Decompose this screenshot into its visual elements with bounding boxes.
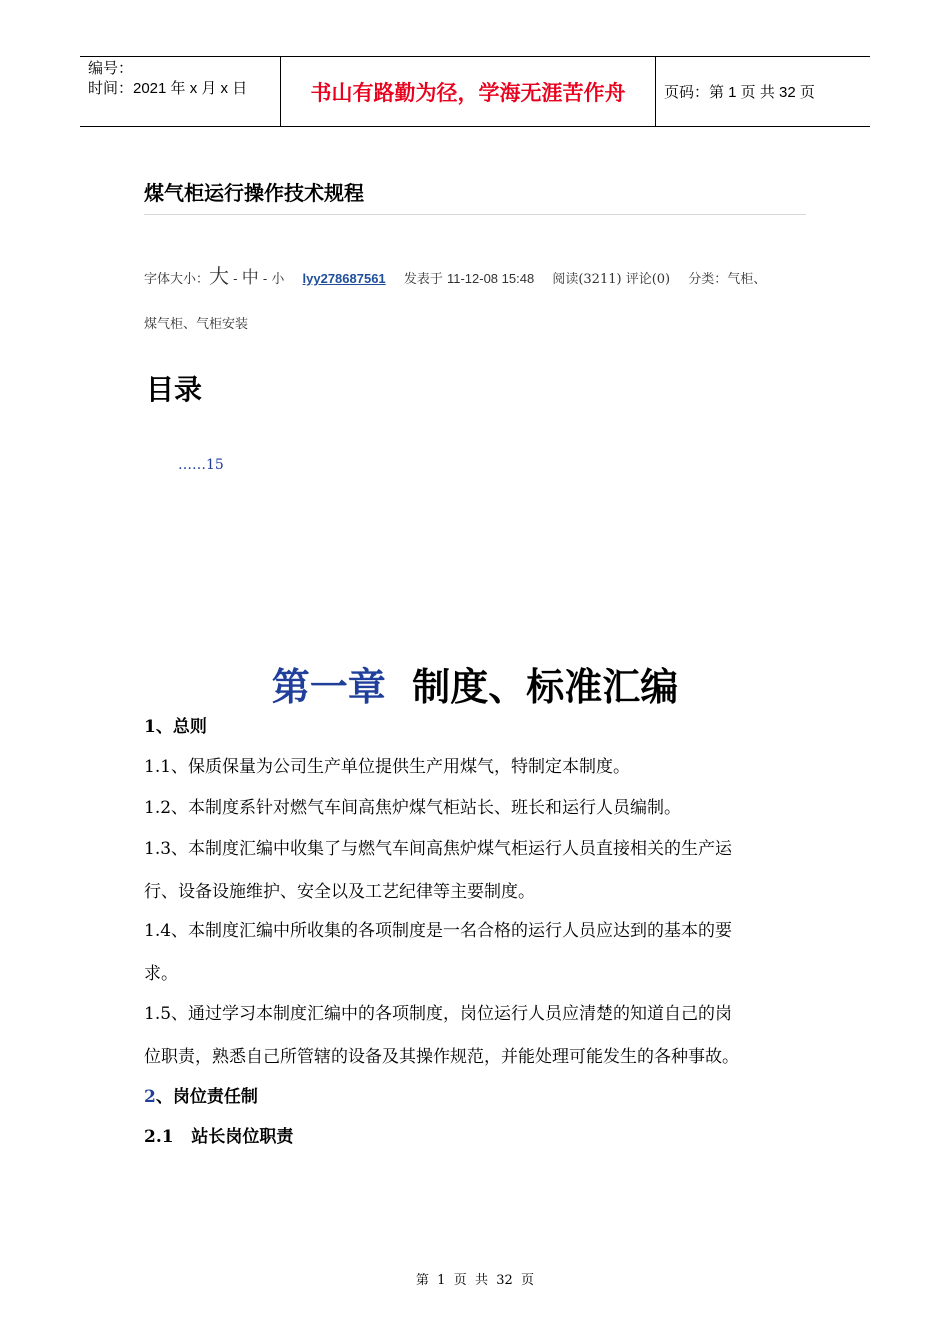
header-number-label: 编号： bbox=[88, 60, 134, 77]
toc-heading: 目录 bbox=[146, 373, 203, 406]
posted-label: 发表于 bbox=[403, 272, 443, 287]
article-meta bbox=[144, 260, 766, 289]
header-motto: 书山有路勤为径，学海无涯苦作舟 bbox=[310, 79, 626, 105]
paragraph: 1.1、保质保量为公司生产单位提供生产用煤气，特制定本制度。 bbox=[144, 757, 631, 777]
page-footer: 第 1 页 共 32 页 bbox=[415, 1273, 535, 1288]
header-time-label: 时间：2021 年 x 月 x 日 bbox=[88, 80, 248, 97]
header-page-info: 页码：第 1 页 共 32 页 bbox=[664, 84, 815, 101]
category-list[interactable]: 煤气柜、气柜安装 bbox=[144, 317, 249, 332]
comment-count[interactable]: 评论(0) bbox=[625, 272, 671, 287]
section-title: 、岗位责任制 bbox=[155, 1087, 258, 1107]
subsection-heading: 2.1 站长岗位职责 bbox=[144, 1127, 294, 1147]
paragraph: 行、设备设施维护、安全以及工艺纪律等主要制度。 bbox=[144, 882, 535, 902]
posted-time: 11-12-08 15:48 bbox=[446, 271, 535, 286]
meta-separator: - bbox=[258, 272, 272, 287]
font-size-small-link[interactable]: 小 bbox=[271, 272, 285, 287]
section-heading bbox=[144, 1082, 258, 1107]
paragraph: 位职责，熟悉自己所管辖的设备及其操作规范，并能处理可能发生的各种事故。 bbox=[144, 1047, 739, 1067]
page-header bbox=[80, 56, 870, 127]
paragraph: 1.5、通过学习本制度汇编中的各项制度，岗位运行人员应清楚的知道自己的岗 bbox=[144, 1004, 733, 1024]
author-link[interactable]: lyy278687561 bbox=[302, 271, 386, 286]
font-size-large-link[interactable]: 大 bbox=[209, 264, 230, 288]
paragraph: 1.4、本制度汇编中所收集的各项制度是一名合格的运行人员应达到的基本的要 bbox=[144, 921, 733, 941]
section-number: 2 bbox=[144, 1087, 156, 1107]
font-size-label: 字体大小： bbox=[144, 272, 210, 287]
header-divider bbox=[655, 57, 656, 126]
chapter-heading bbox=[0, 656, 950, 711]
paragraph: 1.2、本制度系针对燃气车间高焦炉煤气柜站长、班长和运行人员编制。 bbox=[144, 798, 682, 818]
read-count: 阅读(3211) bbox=[552, 272, 622, 287]
chapter-title: 制度、标准汇编 bbox=[412, 664, 679, 709]
title-divider bbox=[144, 214, 806, 215]
toc-entry[interactable]: ……15 bbox=[178, 457, 224, 473]
header-meta bbox=[88, 59, 247, 99]
meta-separator: - bbox=[229, 272, 242, 287]
paragraph: 1.3、本制度汇编中收集了与燃气车间高焦炉煤气柜运行人员直接相关的生产运 bbox=[144, 839, 733, 859]
category-label[interactable]: 分类：气柜、 bbox=[688, 272, 767, 287]
font-size-medium-link[interactable]: 中 bbox=[241, 268, 259, 288]
section-heading: 1、总则 bbox=[144, 717, 207, 737]
paragraph: 求。 bbox=[144, 964, 178, 984]
chapter-number: 第一章 bbox=[271, 664, 386, 709]
article-title: 煤气柜运行操作技术规程 bbox=[144, 181, 364, 205]
